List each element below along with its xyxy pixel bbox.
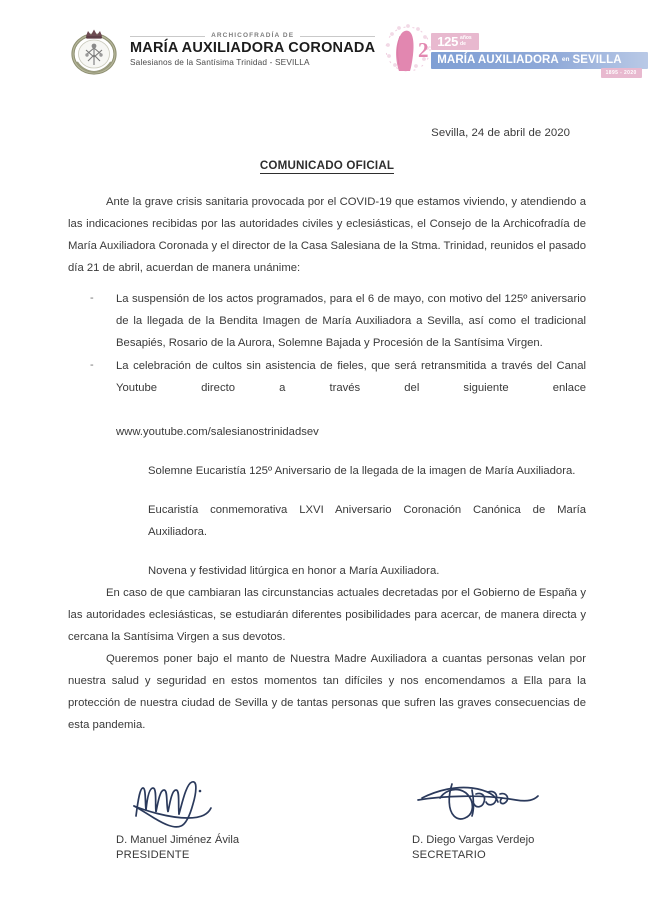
page-title: [68, 159, 586, 172]
anniversary-number: 125: [437, 33, 459, 49]
brand-title: MARÍA AUXILIADORA CORONADA: [130, 39, 376, 56]
date-line: Sevilla, 24 de abril de 2020: [431, 127, 570, 139]
signature-name: D. Diego Vargas Verdejo: [412, 834, 535, 847]
anniversary-number-badge: [431, 33, 478, 50]
list-item: Novena y festividad litúrgica en honor a María Auxiliadora.: [148, 565, 440, 578]
list-item: [82, 355, 586, 443]
brand-eyebrow: [130, 33, 375, 40]
bullet-text-2: La celebración de cultos sin asistencia de fieles, que será retransmitida a través del Canal Youtube directo a través del siguiente enlace: [116, 360, 586, 395]
brand-subtitle: Salesianos de la Santísima Trinidad - SEVILLA: [130, 57, 310, 68]
document-body: [0, 127, 650, 861]
signature-role: SECRETARIO: [412, 849, 486, 862]
signature-president: [94, 774, 340, 861]
signature-block: [68, 774, 586, 861]
signature-role: PRESIDENTE: [116, 849, 190, 862]
list-item: Solemne Eucaristía 125º Aniversario de la llegada de la imagen de María Auxiliadora.: [148, 465, 576, 478]
anniversary-bar: [431, 52, 647, 70]
signature-name: D. Manuel Jiménez Ávila: [116, 834, 240, 847]
anniversary-years-label: años de: [460, 35, 472, 47]
brand-eyebrow-label: ARCHICOFRADÍA DE: [211, 32, 295, 40]
signature-secretary: [340, 774, 586, 861]
anniversary-roman-two: 2: [418, 38, 429, 62]
anniversary-year-range: 1895 - 2020: [601, 68, 642, 78]
archconfraternity-crest-icon: [68, 24, 120, 76]
youtube-channel-link[interactable]: www.youtube.com/salesianostrinidadsev: [116, 426, 319, 439]
scheduled-events-list: [68, 460, 586, 582]
handwritten-signature-manuel-icon: [116, 774, 340, 832]
eyebrow-rule-left: [130, 36, 205, 37]
agreements-list: [68, 288, 586, 443]
archconfraternity-wordmark: [130, 33, 375, 67]
intro-paragraph: Ante la grave crisis sanitaria provocada por el COVID-19 que estamos viviendo, y atendiendo a las indicaciones recibidas por las autoridades civiles y eclesiásticas, el Consejo de la Archicofradía de María Auxiliadora Coronada y el director de la Casa Salesiana de la Stma. Trinidad, reunidos el pasado día 21 de abril, acuerdan de manera unánime:: [68, 196, 586, 275]
document-header: [0, 0, 650, 78]
closing-paragraph-2: Queremos poner bajo el manto de Nuestra Madre Auxiliadora a cuantas personas velan por nuestra salud y seguridad en estos momentos tan difíciles y nos encomendamos a Ella para la protección de nuestra ciudad de Sevilla y de tantas personas que sufren las graves consecuencias de esta pandemia.: [68, 653, 586, 732]
anniversary-wordmark: [431, 31, 647, 77]
closing-paragraph-1: En caso de que cambiaran las circunstancias actuales decretadas por el Gobierno de España y las autoridades eclesiásticas, se estudiarán diferentes posibilidades para acercar, de manera directa y cercana la Santísima Virgen a sus devotos.: [68, 587, 586, 644]
bullet-text-1: La suspensión de los actos programados, para el 6 de mayo, con motivo del 125º aniversario de la llegada de la Bendita Imagen de María Auxiliadora a Sevilla, así como el tradicional Besapiés, Rosario de la Aurora, Solemne Bajada y Procesión de la Santísima Virgen.: [116, 293, 586, 350]
anniversary-bar-main: MARÍA AUXILIADORA: [437, 53, 559, 66]
anniversary-bar-place: SEVILLA: [572, 53, 622, 66]
list-item: Eucaristía conmemorativa LXVI Aniversario Coronación Canónica de María Auxiliadora.: [148, 504, 586, 539]
archconfraternity-logo: [68, 24, 375, 76]
anniversary-bar-connector: en: [561, 56, 570, 64]
virgin-silhouette-icon: [375, 21, 437, 79]
anniversary-logo: [375, 21, 647, 79]
page-title-text: COMUNICADO OFICIAL: [259, 159, 395, 172]
eyebrow-rule-right: [300, 36, 375, 37]
handwritten-signature-diego-icon: [412, 774, 586, 832]
list-item: [82, 288, 586, 354]
